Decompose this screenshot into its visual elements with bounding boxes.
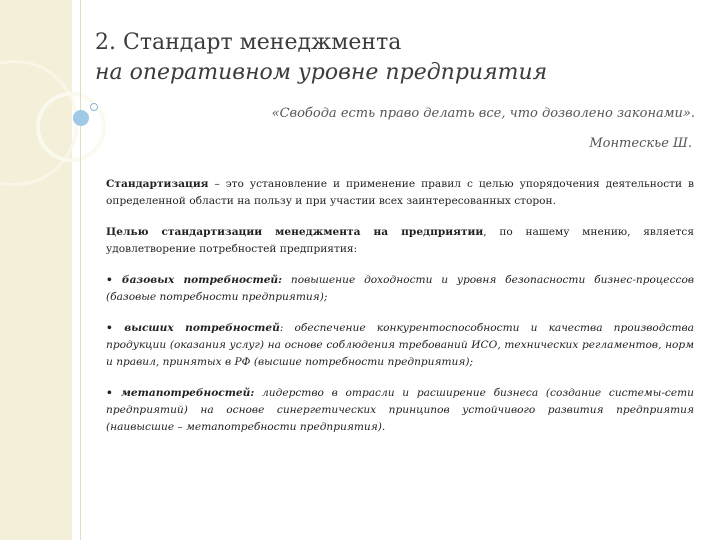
text-meta-needs: лидерство в отрасли и расширение бизнеса (создание системы-сети предприятий) на основе синергетических принципов устойчивого развития предприятия (наивысшие – метапотребности предприятия).	[106, 387, 694, 433]
term-standardization: Стандартизация	[106, 178, 209, 190]
title-line-2: на оперативном уровне предприятия	[95, 60, 548, 85]
paragraph-meta-needs	[106, 385, 694, 436]
paragraph-standardization	[106, 176, 694, 210]
slide-body	[106, 176, 694, 450]
text-higher-needs: : обеспечение конкурентоспособности и качества производства продукции (оказания услуг) на основе соблюдения требований ИСО, технических регламентов, норм и правил, принятых в РФ (высшие потребности предприятия);	[106, 322, 694, 368]
decorative-small-dot	[90, 103, 98, 111]
decorative-vertical-line	[80, 0, 81, 540]
decorative-blue-dot	[73, 110, 89, 126]
epigraph-author: Монтескье Ш.	[589, 136, 692, 151]
title-line-1: 2. Стандарт менеджмента	[95, 30, 402, 55]
epigraph-quote: «Свобода есть право делать все, что дозволено законами».	[271, 106, 695, 121]
term-higher-needs: • высших потребностей	[106, 322, 280, 334]
paragraph-goal	[106, 224, 694, 258]
slide-title	[95, 28, 695, 88]
paragraph-basic-needs	[106, 272, 694, 306]
text-goal: , по нашему мнению, является удовлетворение потребностей предприятия:	[106, 226, 694, 255]
text-basic-needs: повышение доходности и уровня безопасности бизнес-процессов (базовые потребности предприятия);	[106, 274, 694, 303]
term-meta-needs: • метапотребностей:	[106, 387, 255, 399]
term-goal: Целью стандартизации менеджмента на предприятии	[106, 226, 484, 238]
text-standardization: – это установление и применение правил с целью упорядочения деятельности в определенной области на пользу и при участии всех заинтересованных сторон.	[106, 178, 694, 207]
paragraph-higher-needs	[106, 320, 694, 371]
term-basic-needs: • базовых потребностей:	[106, 274, 283, 286]
